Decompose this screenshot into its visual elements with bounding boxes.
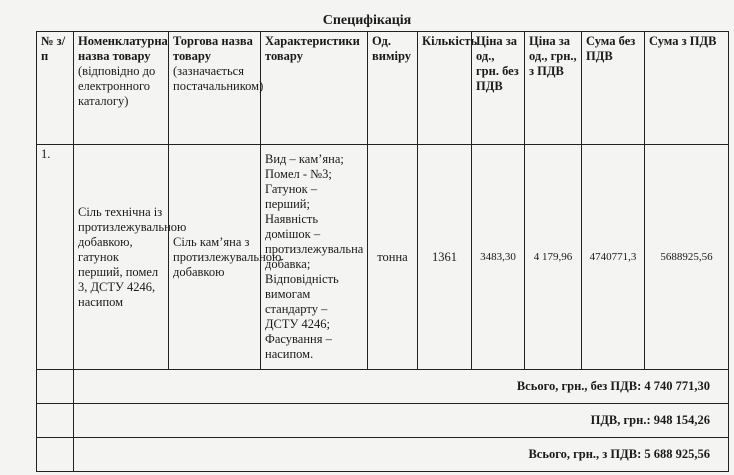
cell-price-no-vat: 3483,30 bbox=[472, 145, 525, 370]
cell-unit: тонна bbox=[368, 145, 418, 370]
cell-num: 1. bbox=[37, 145, 74, 370]
vat-row bbox=[37, 404, 729, 438]
header-unit: Од. виміру bbox=[368, 32, 418, 145]
vat-spacer bbox=[37, 404, 74, 438]
header-nomenclature bbox=[74, 32, 169, 145]
cell-trade-name: Сіль кам’яна з протизлежувальною добавкою bbox=[169, 145, 261, 370]
header-nomenclature-note: (відповідно до електронного каталогу) bbox=[78, 64, 156, 108]
cell-sum-no-vat: 4740771,3 bbox=[582, 145, 645, 370]
total-no-vat-row bbox=[37, 370, 729, 404]
header-trade-title: Торгова назва товару bbox=[173, 34, 253, 63]
header-price-vat: Ціна за од., грн., з ПДВ bbox=[525, 32, 582, 145]
specification-table bbox=[36, 31, 729, 472]
header-sum-no-vat: Сума без ПДВ bbox=[582, 32, 645, 145]
total-vat: Всього, грн., з ПДВ: 5 688 925,56 bbox=[74, 438, 729, 472]
table-row bbox=[37, 145, 729, 370]
header-quantity: Кількість bbox=[418, 32, 472, 145]
header-trade-name bbox=[169, 32, 264, 145]
cell-price-vat: 4 179,96 bbox=[525, 145, 582, 370]
total-no-vat-spacer bbox=[37, 370, 74, 404]
total-no-vat: Всього, грн., без ПДВ: 4 740 771,30 bbox=[74, 370, 729, 404]
header-characteristics: Характеристики товару bbox=[261, 32, 368, 145]
cell-quantity: 1361 bbox=[418, 145, 472, 370]
page-title: Специфікація bbox=[322, 13, 412, 28]
cell-nomenclature: Сіль технічна із протизлежувальною добавкою, гатунок перший, помел 3, ДСТУ 4246, насипом bbox=[74, 145, 169, 370]
header-trade-note: (зазначається постачальником) bbox=[173, 64, 264, 93]
header-nomenclature-title: Номенклатурна назва товару bbox=[78, 34, 168, 63]
header-num: № з/п bbox=[37, 32, 74, 145]
cell-sum-vat: 5688925,56 bbox=[645, 145, 729, 370]
header-sum-vat: Сума з ПДВ bbox=[645, 32, 729, 145]
table-header-row bbox=[37, 32, 729, 145]
header-price-no-vat: Ціна за од., грн. без ПДВ bbox=[472, 32, 525, 145]
total-vat-spacer bbox=[37, 438, 74, 472]
vat-amount: ПДВ, грн.: 948 154,26 bbox=[74, 404, 729, 438]
cell-characteristics: Вид – кам’яна; Помел - №3; Гатунок – перший; Наявність домішок – протизлежувальна добавка; Відповідність вимогам стандарту – ДСТУ 4246; Фасування – насипом. bbox=[261, 145, 368, 370]
total-vat-row bbox=[37, 438, 729, 472]
